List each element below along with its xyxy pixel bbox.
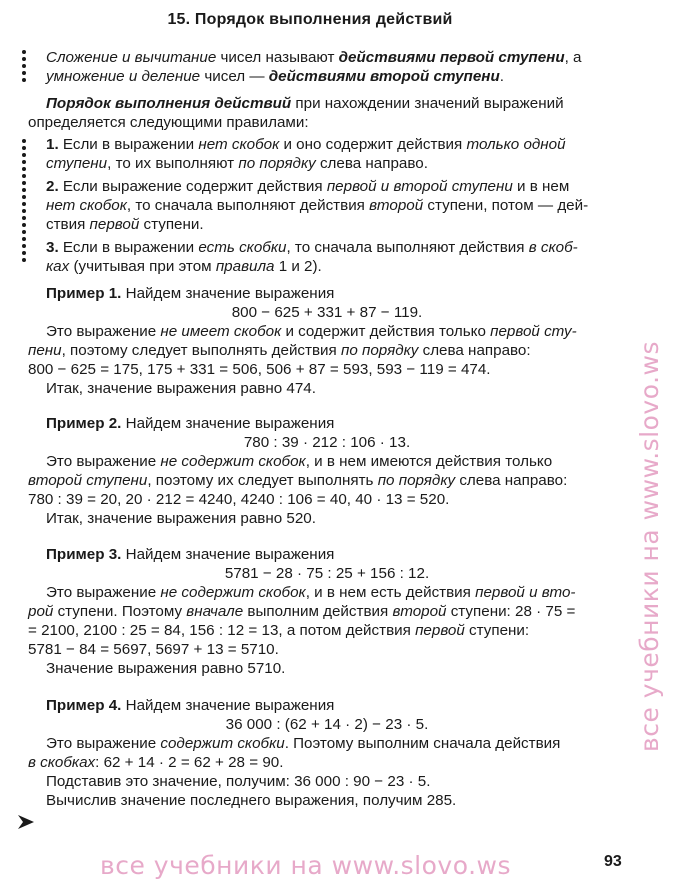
section-title: 15. Порядок выполнения действий [167,11,453,28]
example-expression: 800 − 625 + 331 + 87 − 119. [231,304,423,321]
example-result: Значение выражения равно 5710. [46,660,286,677]
example-expression: 780 : 39 · 212 : 106 · 13. [243,434,411,451]
example-result: Итак, значение выражения равно 474. [46,380,316,397]
dotted-margin-marker [18,50,28,85]
definition-line-2: умножение и деление чисел — действиями второй ступени. [46,68,504,85]
example-label: Пример 1. [46,285,122,302]
example-4: Пример 4. Найдем значение выражения 36 000 : (62 + 14 · 2) − 23 · 5. Это выражение содержит скобки. Поэтому выполним сначала действия в скобках: 62 + 14 · 2 = 62 + 28 = 90. Подставив это значение, получим: 36 000 : 90 − 23 · 5. Вычислив значение последнего выражения, получим 285. [18,696,626,810]
rule-2: 2. Если выражение содержит действия первой и второй ступени и в нем нет скобок, то сначала выполняют действия второй ступени, потом — дей- ствия первой ступени. [46,178,589,233]
rule-1: 1. Если в выражении нет скобок и оно содержит действия только одной ступени, то их выполняют по порядку слева направо. [46,136,566,172]
rule-3: 3. Если в выражении есть скобки, то сначала выполняют действия в скоб- ках (учитывая при этом правила 1 и 2). [46,239,578,275]
rules-block [18,135,626,276]
watermark-side: все учебники на www.slovo.ws [635,341,664,752]
example-2: Пример 2. Найдем значение выражения 780 : 39 · 212 : 106 · 13. Это выражение не содержит скобок, и в нем имеются действия только второй ступени, поэтому их следует выполнять по порядку слева направо: 780 : 39 = 20, 20 · 212 = 4240, 4240 : 106 = 40, 40 · 13 = 520. Итак, значение выражения равно 520. [18,414,626,528]
example-expression: 5781 − 28 · 75 : 25 + 156 : 12. [224,565,430,582]
rules-intro: Порядок выполнения действий при нахождении значений выражений определяется следующими правилами: [28,95,564,131]
triangle-arrow-icon [16,813,36,831]
dotted-margin-marker [18,139,28,265]
example-1: Пример 1. Найдем значение выражения 800 − 625 + 331 + 87 − 119. Это выражение не имеет скобок и содержит действия только первой сту- пени, поэтому следует выполнять действия по порядку слева направо: 800 − 625 = 175, 175 + 331 = 506, 506 + 87 = 593, 593 − 119 = 474. Итак, значение выражения равно 474. [18,284,626,398]
example-label: Пример 3. [46,546,122,563]
example-expression: 36 000 : (62 + 14 · 2) − 23 · 5. [225,716,429,733]
definition-block [18,48,626,86]
watermark-bottom: все учебники на www.slovo.ws [100,851,511,880]
page-number: 93 [604,853,622,870]
example-3: Пример 3. Найдем значение выражения 5781 − 28 · 75 : 25 + 156 : 12. Это выражение не содержит скобок, и в нем есть действия первой и вто- рой ступени. Поэтому вначале выполним действия второй ступени: 28 · 75 = = 2100, 2100 : 25 = 84, 156 : 12 = 13, а потом действия первой ступени: 5781 − 84 = 5697, 5697 + 13 = 5710. Значение выражения равно 5710. [18,545,626,678]
definition-line-1: Сложение и вычитание чисел называют действиями первой ступени, а [46,49,582,66]
example-result: Итак, значение выражения равно 520. [46,510,316,527]
example-label: Пример 2. [46,415,122,432]
example-result: Вычислив значение последнего выражения, получим 285. [46,792,457,809]
example-label: Пример 4. [46,697,122,714]
